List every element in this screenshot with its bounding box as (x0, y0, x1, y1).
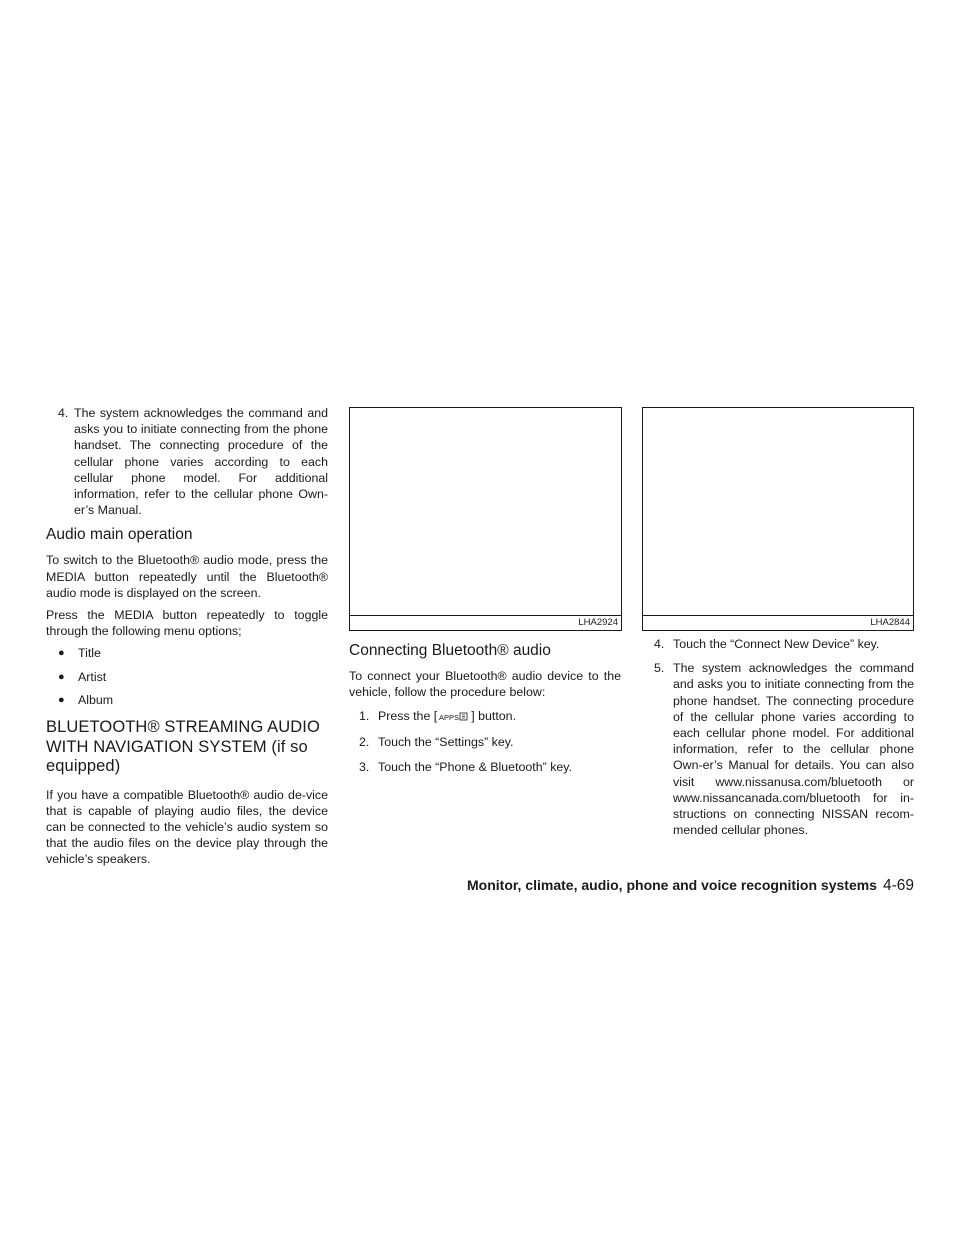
bullet-icon: ● (58, 670, 65, 683)
step-number: 4. (654, 637, 665, 651)
step-5 (644, 660, 914, 838)
audio-main-operation-heading: Audio main operation (46, 526, 193, 544)
step-text: Touch the “Settings” key. (378, 734, 514, 749)
step-3 (349, 759, 621, 775)
step-number: 5. (654, 661, 665, 676)
step-text: Touch the “Connect New Device” key. (673, 637, 880, 651)
step-4-left (46, 405, 328, 518)
step-number: 2. (359, 734, 370, 749)
connecting-intro: To connect your Bluetooth® audio device to the vehicle, follow the procedure below: (349, 669, 621, 700)
step-text: The system acknowledges the command and asks you to initiate connecting from the phone handset. The connecting procedure of the cellular phone varies according to each cellular phone model. For additional information, refer to the cellular phone Own-er’s Manual. (74, 406, 328, 518)
step-number: 3. (359, 759, 370, 774)
audio-paragraph-1: To switch to the Bluetooth® audio mode, press the MEDIA button repeatedly until the Bluetooth® audio mode is displayed on the screen. (46, 553, 328, 600)
footer-section-title: Monitor, climate, audio, phone and voice recognition systems (467, 877, 877, 893)
list-item: ● Artist (46, 669, 328, 685)
list-item: ● Album (46, 692, 328, 708)
step-2 (349, 734, 621, 750)
menu-options-list (46, 645, 328, 708)
svg-text:APPS: APPS (439, 713, 460, 723)
step-number: 1. (359, 709, 370, 724)
apps-button-icon (439, 711, 469, 723)
step-1 (349, 708, 621, 724)
section-heading: BLUETOOTH® STREAMING AUDIO WITH NAVIGATION SYSTEM (if so equipped) (46, 718, 320, 776)
page-number: 4-69 (882, 877, 914, 894)
figure-caption: LHA2844 (870, 617, 910, 628)
bullet-icon: ● (58, 693, 65, 706)
step-number: 4. (58, 406, 69, 420)
figure-lha2924 (349, 407, 622, 631)
section-paragraph: If you have a compatible Bluetooth® audio de-vice that is capable of playing audio files, the device can be connected to the vehicle’s audio system so that the audio files on the device play through the vehicle’s speakers. (46, 787, 328, 867)
page-footer (467, 877, 914, 895)
step-text: The system acknowledges the command and asks you to initiate connecting from the phone handset. The connecting procedure of the cellular phone varies according to each cellular phone model. For additional information, refer to the cellular phone Own-er’s Manual for details. You can also visit www.nissanusa.com/bluetooth or www.nissancanada.com/bluetooth for in-structions on connecting NISSAN recom-mended cellular phones. (673, 661, 914, 838)
figure-caption: LHA2924 (578, 617, 618, 628)
bullet-icon: ● (58, 647, 65, 660)
list-item: ● Title (46, 645, 328, 661)
left-column (46, 405, 328, 874)
audio-paragraph-2: Press the MEDIA button repeatedly to toggle through the following menu options; (46, 608, 328, 639)
step-text: Press the [ APPS ] button. (378, 709, 517, 724)
figure-lha2844 (642, 407, 914, 631)
step-text: Touch the “Phone & Bluetooth” key. (378, 759, 573, 774)
connecting-bluetooth-heading: Connecting Bluetooth® audio (349, 642, 551, 659)
middle-column (349, 634, 621, 781)
step-4 (644, 636, 914, 652)
right-column (644, 636, 914, 844)
